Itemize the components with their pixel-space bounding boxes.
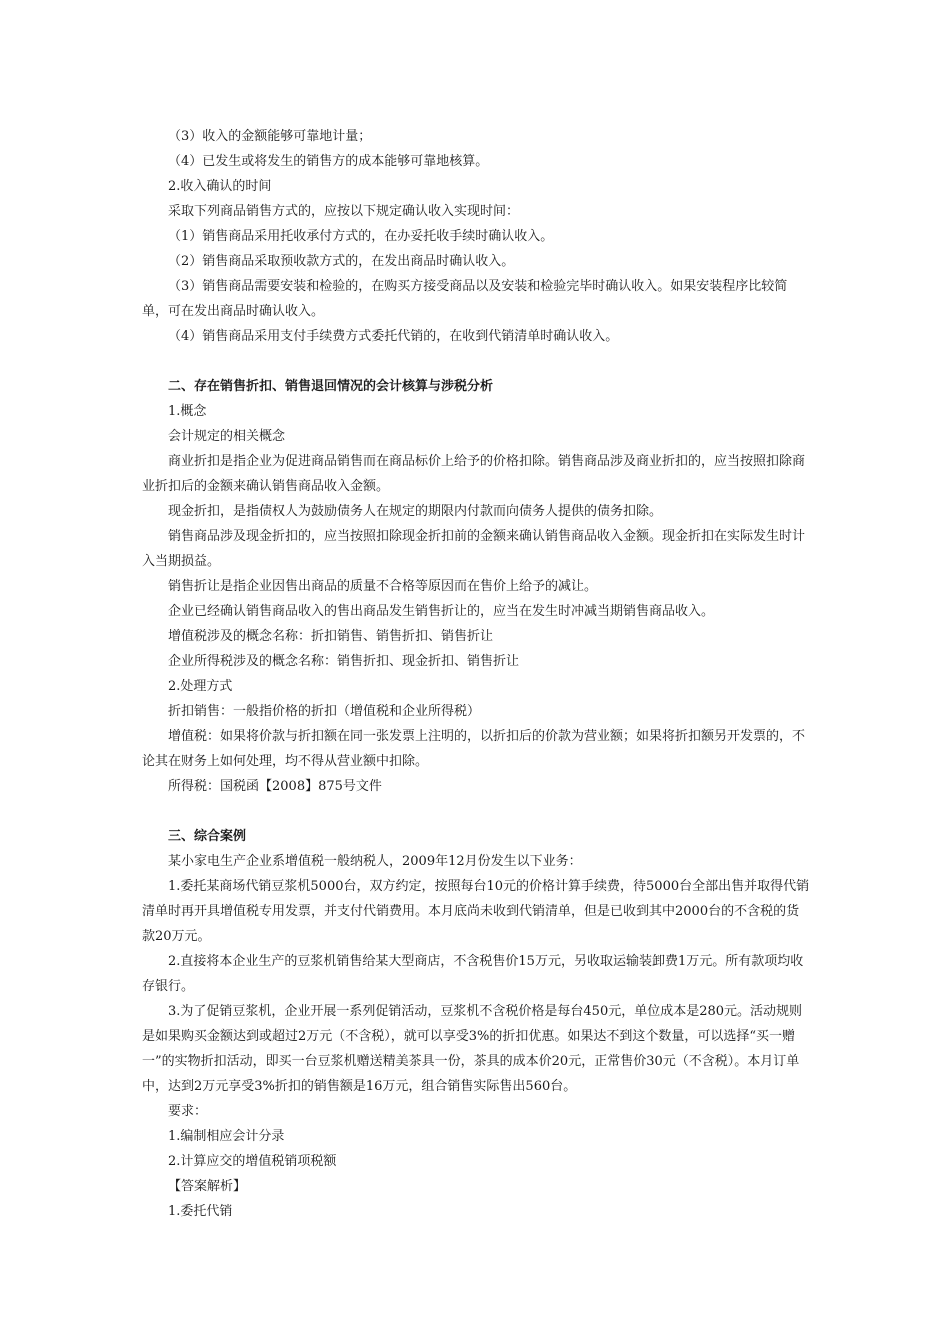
case-study-section bbox=[142, 824, 810, 1224]
paragraph: 1.委托某商场代销豆浆机5000台，双方约定，按照每台10元的价格计算手续费，待5000台全部出售并取得代销清单时再开具增值税专用发票，并支付代销费用。本月底尚未收到代销清单，但是已收到其中2000台的不含税的货款20万元。 bbox=[142, 879, 810, 944]
paragraph: 采取下列商品销售方式的，应按以下规定确认收入实现时间： bbox=[168, 204, 520, 219]
document-body bbox=[142, 124, 810, 1224]
paragraph: 1.编制相应会计分录 bbox=[168, 1129, 285, 1144]
paragraph: （3）销售商品需要安装和检验的，在购买方接受商品以及安装和检验完毕时确认收入。如果安装程序比较简单，可在发出商品时确认收入。 bbox=[142, 279, 788, 319]
paragraph: 企业所得税涉及的概念名称：销售折扣、现金折扣、销售折让 bbox=[168, 654, 520, 669]
paragraph: 企业已经确认销售商品收入的售出商品发生销售折让的，应当在发生时冲减当期销售商品收入。 bbox=[168, 604, 715, 619]
paragraph: 某小家电生产企业系增值税一般纳税人，2009年12月份发生以下业务： bbox=[168, 854, 582, 869]
paragraph: 所得税：国税函【2008】875号文件 bbox=[168, 779, 382, 794]
sales-discount-section bbox=[142, 374, 810, 799]
section-heading: 三、综合案例 bbox=[168, 829, 247, 844]
paragraph: 增值税涉及的概念名称：折扣销售、销售折扣、销售折让 bbox=[168, 629, 494, 644]
paragraph: 要求： bbox=[168, 1104, 208, 1119]
paragraph: 2.计算应交的增值税销项税额 bbox=[168, 1154, 337, 1169]
section-spacer bbox=[142, 799, 810, 824]
revenue-recognition-section bbox=[142, 124, 810, 349]
paragraph: （1）销售商品采用托收承付方式的，在办妥托收手续时确认收入。 bbox=[168, 229, 554, 244]
paragraph: 折扣销售：一般指价格的折扣（增值税和企业所得税） bbox=[168, 704, 481, 719]
paragraph: 会计规定的相关概念 bbox=[168, 429, 286, 444]
paragraph: （3）收入的金额能够可靠地计量； bbox=[168, 129, 372, 144]
subheading: 2.处理方式 bbox=[168, 679, 233, 694]
paragraph: （4）销售商品采用支付手续费方式委托代销的，在收到代销清单时确认收入。 bbox=[168, 329, 619, 344]
paragraph: 2.直接将本企业生产的豆浆机销售给某大型商店，不含税售价15万元，另收取运输装卸费1万元。所有款项均收存银行。 bbox=[142, 954, 804, 994]
paragraph: 销售折让是指企业因售出商品的质量不合格等原因而在售价上给予的减让。 bbox=[168, 579, 598, 594]
paragraph: （4）已发生或将发生的销售方的成本能够可靠地核算。 bbox=[168, 154, 489, 169]
paragraph: 商业折扣是指企业为促进商品销售而在商品标价上给予的价格扣除。销售商品涉及商业折扣的，应当按照扣除商业折扣后的金额来确认销售商品收入金额。 bbox=[142, 454, 806, 494]
paragraph: 3.为了促销豆浆机，企业开展一系列促销活动，豆浆机不含税价格是每台450元，单位成本是280元。活动规则是如果购买金额达到或超过2万元（不含税），就可以享受3%的折扣优惠。如果达不到这个数量，可以选择“买一赠一”的实物折扣活动，即买一台豆浆机赠送精美茶具一份，茶具的成本价20元，正常售价30元（不含税）。本月订单中，达到2万元享受3%折扣的销售额是16万元，组合销售实际售出560台。 bbox=[142, 1004, 803, 1094]
subheading: 1.概念 bbox=[168, 404, 207, 419]
paragraph: 增值税：如果将价款与折扣额在同一张发票上注明的，以折扣后的价款为营业额；如果将折扣额另开发票的，不论其在财务上如何处理，均不得从营业额中扣除。 bbox=[142, 729, 806, 769]
subheading: 1.委托代销 bbox=[168, 1204, 233, 1219]
paragraph: （2）销售商品采取预收款方式的，在发出商品时确认收入。 bbox=[168, 254, 515, 269]
subheading: 2.收入确认的时间 bbox=[168, 179, 272, 194]
paragraph: 现金折扣，是指债权人为鼓励债务人在规定的期限内付款而向债务人提供的债务扣除。 bbox=[168, 504, 663, 519]
answer-label: 【答案解析】 bbox=[168, 1179, 247, 1194]
paragraph: 销售商品涉及现金折扣的，应当按照扣除现金折扣前的金额来确认销售商品收入金额。现金折扣在实际发生时计入当期损益。 bbox=[142, 529, 806, 569]
section-spacer bbox=[142, 349, 810, 374]
section-heading: 二、存在销售折扣、销售退回情况的会计核算与涉税分析 bbox=[168, 379, 494, 394]
